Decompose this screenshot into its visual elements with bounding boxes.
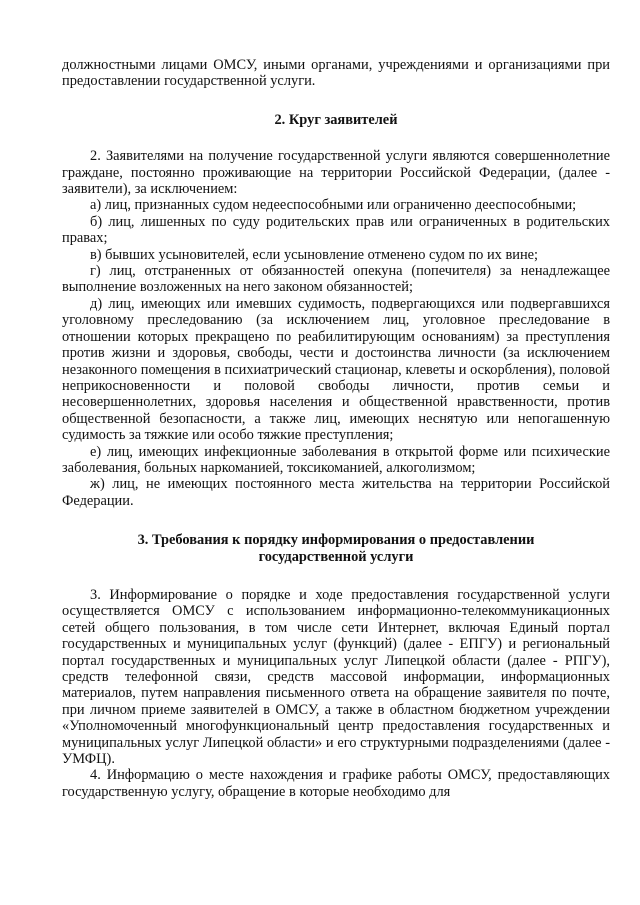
section-2-heading: 2. Круг заявителей	[274, 111, 398, 128]
section-3-heading-line1: 3. Требования к порядку информирования о предоставлении	[137, 532, 535, 549]
list-item-d: д) лиц, имеющих или имевших судимость, подвергающихся или подвергавшихся уголовному преследованию (за исключением лиц, уголовное преследование в отношении которых прекращено по реабилитирующим основаниям) за преступления против жизни и здоровья, свободы, чести и достоинства личности (за исключением незаконного помещения в психиатрический стационар, клеветы и оскорбления), половой неприкосновенности и половой свободы личности, против семьи и несовершеннолетних, здоровья населения и общественной нравственности, против общественной безопасности, а также лиц, имеющих неснятую или непогашенную судимость за тяжкие или особо тяжкие преступления;	[62, 295, 610, 444]
list-item-v: в) бывших усыновителей, если усыновление отменено судом по их вине;	[90, 246, 539, 263]
intro-paragraph: должностными лицами ОМСУ, иными органами, учреждениями и организациями при предоставлении государственной услуги.	[62, 57, 610, 90]
paragraph-3: 3. Информирование о порядке и ходе предоставления государственной услуги осуществляется ОМСУ с использованием информационно-телекоммуникационных сетей общего пользования, в том числе сети Интернет, включая Единый портал государственных и муниципальных услуг (функций) (далее - ЕПГУ) и региональный портал государственных и муниципальных услуг Липецкой области (далее - РПГУ), средств телефонной связи, средств массовой информации, информационных материалов, путем направления письменного ответа на обращение заявителя по почте, при личном приеме заявителей в ОМСУ, а также в областном бюджетном учреждении «Уполномоченный многофункциональный центр предоставления государственных и муниципальных услуг Липецкой области» и его структурными подразделениями (далее - УМФЦ).	[62, 586, 610, 768]
section-3-heading	[62, 532, 610, 565]
list-item-e: е) лиц, имеющих инфекционные заболевания в открытой форме или психические заболевания, больных наркоманией, токсикоманией, алкоголизмом;	[62, 443, 610, 476]
list-item-b: б) лиц, лишенных по суду родительских прав или ограниченных в родительских правах;	[62, 213, 610, 247]
list-item-g: г) лиц, отстраненных от обязанностей опекуна (попечителя) за ненадлежащее выполнение возложенных на него законом обязанностей;	[62, 263, 610, 296]
section-2-lead: 2. Заявителями на получение государственной услуги являются совершеннолетние граждане, постоянно проживающие на территории Российской Федерации, (далее - заявители), за исключением:	[62, 148, 610, 198]
paragraph-4: 4. Информацию о месте нахождения и графике работы ОМСУ, предоставляющих государственную услугу, обращение в которые необходимо для	[62, 767, 610, 800]
list-item-a: а) лиц, признанных судом недееспособными или ограниченно дееспособными;	[90, 197, 577, 214]
section-3-heading-line2: государственной услуги	[258, 548, 414, 565]
list-item-zh: ж) лиц, не имеющих постоянного места жительства на территории Российской Федерации.	[62, 476, 610, 509]
